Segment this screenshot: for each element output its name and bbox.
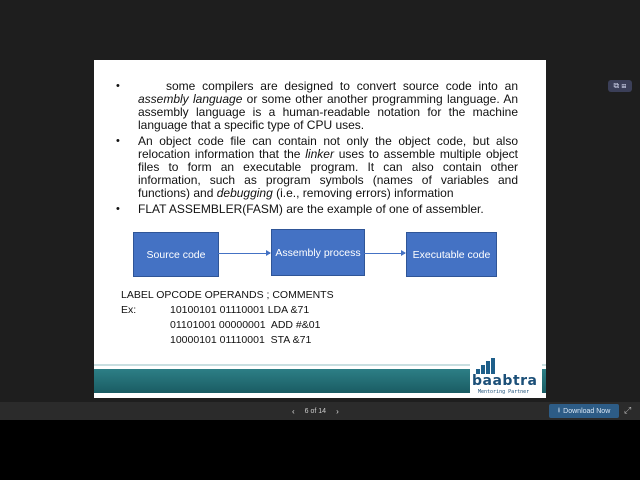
prev-page-icon[interactable]: ‹ [292, 406, 295, 416]
bullet-text-pre: An object code file can contain not only the object code, but also relocation information that the [138, 134, 518, 161]
flow-box-assembly [271, 229, 365, 276]
bullet-text-post: uses to assemble multiple object files to form an executable program. It can also contain other information, such as program symbols (names of variables and functions) and [138, 147, 518, 200]
flow-box-source [133, 232, 219, 277]
page-view-glyph: ⧉ ⊞ [613, 81, 627, 90]
flow-box-label: Executable code [412, 248, 491, 261]
code-line [121, 318, 334, 333]
download-label: Download Now [563, 407, 611, 415]
page-view-icon[interactable] [608, 80, 632, 92]
logo-tagline: Mentoring Partner [478, 389, 530, 395]
bullet-text-post: or some other another programming language. An assembly language is a human-readable notation for the machine language that a specific type of CPU uses. [138, 92, 518, 132]
bullet-text-post2: (i.e., removing errors) information [272, 186, 454, 200]
bullet-text-em2: debugging [216, 186, 273, 200]
bullet-item [116, 203, 518, 216]
bullet-dot: • [116, 80, 120, 92]
code-line [121, 333, 334, 348]
code-instruction: 10000101 01110001 STA &71 [170, 334, 312, 346]
baabtra-logo [470, 356, 542, 398]
bullet-dot: • [116, 203, 120, 215]
fullscreen-icon[interactable]: ⤢ [624, 405, 632, 415]
bullet-text-em: linker [305, 147, 334, 161]
bullet-item [116, 80, 518, 132]
code-instruction: 01101001 00000001 ADD #&01 [170, 319, 321, 331]
code-example-label: Ex: [121, 304, 137, 316]
bullet-text-pre: FLAT ASSEMBLER(FASM) are the example of one of assembler. [138, 202, 484, 216]
page-indicator: 6 of 14 [304, 407, 327, 415]
flow-box-executable [406, 232, 497, 277]
assembly-code-block [121, 288, 334, 348]
flow-box-label: Assembly process [275, 246, 361, 259]
flow-arrow [364, 253, 405, 254]
logo-bars-icon [476, 358, 498, 374]
bullet-text-pre: some compilers are designed to convert source code into an [166, 79, 518, 93]
code-instruction: 10100101 01110001 LDA &71 [170, 304, 310, 316]
flow-box-label: Source code [146, 248, 206, 261]
next-page-icon[interactable]: › [336, 406, 339, 416]
logo-name: baabtra [472, 373, 538, 389]
bullet-dot: • [116, 135, 120, 147]
presentation-slide [94, 60, 546, 398]
bullet-item [116, 135, 518, 200]
page-navigator [292, 404, 339, 418]
download-icon: ⭳ [557, 406, 561, 414]
code-line [121, 303, 334, 318]
code-header: LABEL OPCODE OPERANDS ; COMMENTS [121, 289, 334, 301]
bullet-list [116, 80, 518, 219]
bullet-text-em: assembly language [138, 92, 243, 106]
download-button[interactable] [549, 404, 619, 418]
flow-arrow [218, 253, 270, 254]
